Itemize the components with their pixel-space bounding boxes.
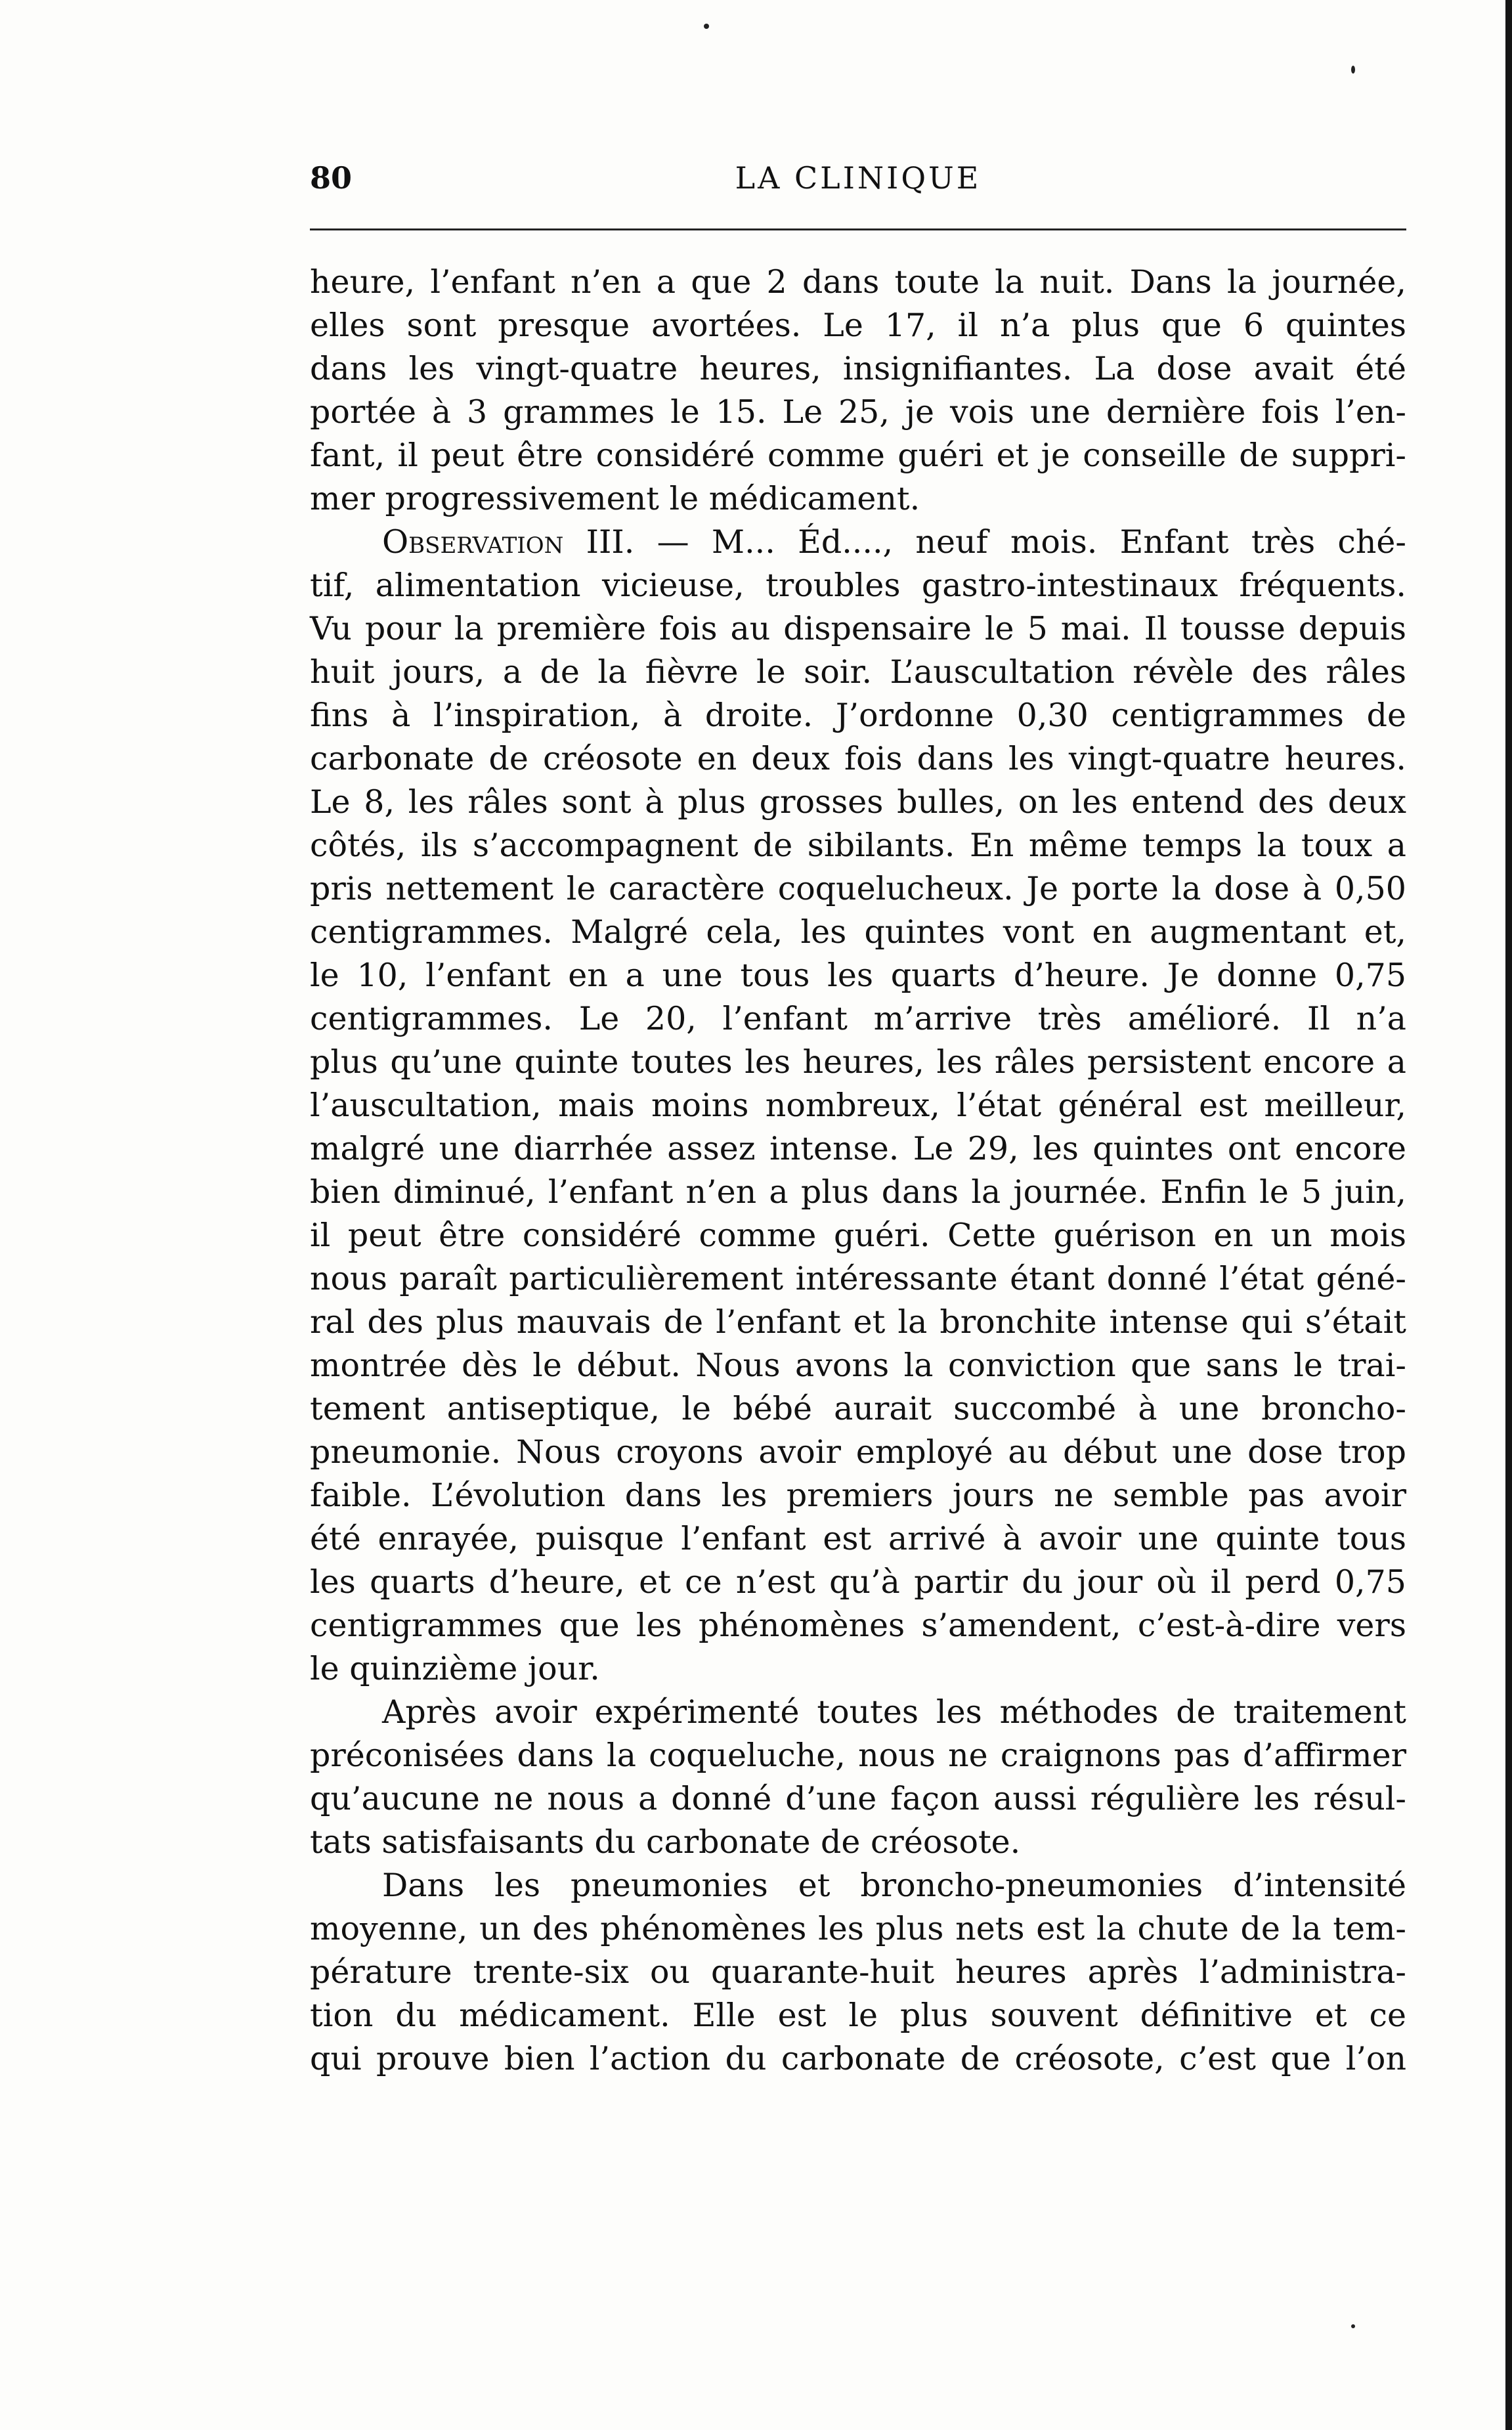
text-line: préconisées dans la coqueluche, nous ne craignons pas d’affirmer — [310, 1737, 1406, 1774]
text-line: pneumonie. Nous croyons avoir employé au début une dose trop — [310, 1433, 1406, 1471]
text-line: elles sont presque avortées. Le 17, il n’a plus que 6 quintes — [310, 307, 1406, 344]
text-line: fant, il peut être considéré comme guéri et je conseille de suppri- — [310, 437, 1406, 474]
page-binding-edge — [1505, 0, 1512, 2430]
text-line: il peut être considéré comme guéri. Cette guérison en un mois — [310, 1217, 1406, 1254]
text-line: tion du médicament. Elle est le plus souvent définitive et ce — [310, 1997, 1406, 2034]
text-line: plus qu’une quinte toutes les heures, les râles persistent encore a — [310, 1043, 1406, 1081]
observation-heading-line — [310, 521, 1406, 564]
text-line: qui prouve bien l’action du carbonate de créosote, c’est que l’on — [310, 2040, 1406, 2077]
text-line: côtés, ils s’accompagnent de sibilants. En même temps la toux a — [310, 827, 1406, 864]
paragraph-first-line: Après avoir expérimenté toutes les méthodes de traitement — [382, 1693, 1406, 1731]
text-line: bien diminué, l’enfant n’en a plus dans la journée. Enfin le 5 juin, — [310, 1173, 1406, 1211]
text-line: été enrayée, puisque l’enfant est arrivé à avoir une quinte tous — [310, 1520, 1406, 1557]
text-line: faible. L’évolution dans les premiers jours ne semble pas avoir — [310, 1477, 1406, 1514]
text-line: moyenne, un des phénomènes les plus nets est la chute de la tem- — [310, 1910, 1406, 1947]
text-line: heure, l’enfant n’en a que 2 dans toute la nuit. Dans la journée, — [310, 263, 1406, 301]
text-line: tats satisfaisants du carbonate de créosote. — [310, 1823, 1021, 1861]
text-line: pérature trente-six ou quarante-huit heures après l’administra- — [310, 1953, 1406, 1991]
observation-label: Observation III. — [382, 523, 635, 561]
print-speck — [1351, 66, 1355, 74]
text-line: ral des plus mauvais de l’enfant et la bronchite intense qui s’était — [310, 1303, 1406, 1341]
text-line: Vu pour la première fois au dispensaire le 5 mai. Il tousse depuis — [310, 610, 1406, 647]
text-line: tif, alimentation vicieuse, troubles gastro-intestinaux fréquents. — [310, 567, 1406, 604]
print-speck — [1351, 2324, 1355, 2328]
running-title: LA CLINIQUE — [735, 160, 982, 196]
text-line: mer progressivement le médicament. — [310, 480, 920, 517]
text-line: centigrammes que les phénomènes s’amendent, c’est-à-dire vers — [310, 1607, 1406, 1644]
header-rule — [310, 228, 1406, 230]
text-line: les quarts d’heure, et ce n’est qu’à partir du jour où il perd 0,75 — [310, 1563, 1406, 1601]
paragraph-first-line: Dans les pneumonies et broncho-pneumonies d’intensité — [382, 1867, 1406, 1904]
text-line: le 10, l’enfant en a une tous les quarts d’heure. Je donne 0,75 — [310, 957, 1406, 994]
page-number: 80 — [310, 160, 353, 196]
print-speck — [704, 24, 709, 29]
text-line: le quinzième jour. — [310, 1650, 600, 1687]
text-line: tement antiseptique, le bébé aurait succombé à une broncho- — [310, 1390, 1406, 1427]
text-line: nous paraît particulièrement intéressante étant donné l’état géné- — [310, 1260, 1406, 1297]
text-line: centigrammes. Le 20, l’enfant m’arrive très amélioré. Il n’a — [310, 1000, 1406, 1037]
text-line: huit jours, a de la fièvre le soir. L’auscultation révèle des râles — [310, 653, 1406, 691]
observation-text: — M... Éd...., neuf mois. Enfant très ché- — [634, 523, 1406, 561]
text-line: montrée dès le début. Nous avons la conviction que sans le trai- — [310, 1347, 1406, 1384]
text-line: Le 8, les râles sont à plus grosses bulles, on les entend des deux — [310, 783, 1406, 821]
text-line: centigrammes. Malgré cela, les quintes vont en augmentant et, — [310, 913, 1406, 951]
running-head — [310, 160, 1406, 206]
text-line: pris nettement le caractère coquelucheux. Je porte la dose à 0,50 — [310, 870, 1406, 907]
text-line: carbonate de créosote en deux fois dans les vingt-quatre heures. — [310, 740, 1406, 777]
body-text — [310, 261, 1406, 2081]
text-line: portée à 3 grammes le 15. Le 25, je vois une dernière fois l’en- — [310, 393, 1406, 431]
text-line: fins à l’inspiration, à droite. J’ordonne 0,30 centigrammes de — [310, 697, 1406, 734]
text-line: qu’aucune ne nous a donné d’une façon aussi régulière les résul- — [310, 1780, 1406, 1817]
text-line: malgré une diarrhée assez intense. Le 29, les quintes ont encore — [310, 1130, 1406, 1167]
text-line: l’auscultation, mais moins nombreux, l’état général est meilleur, — [310, 1087, 1406, 1124]
text-line: dans les vingt-quatre heures, insignifiantes. La dose avait été — [310, 350, 1406, 387]
